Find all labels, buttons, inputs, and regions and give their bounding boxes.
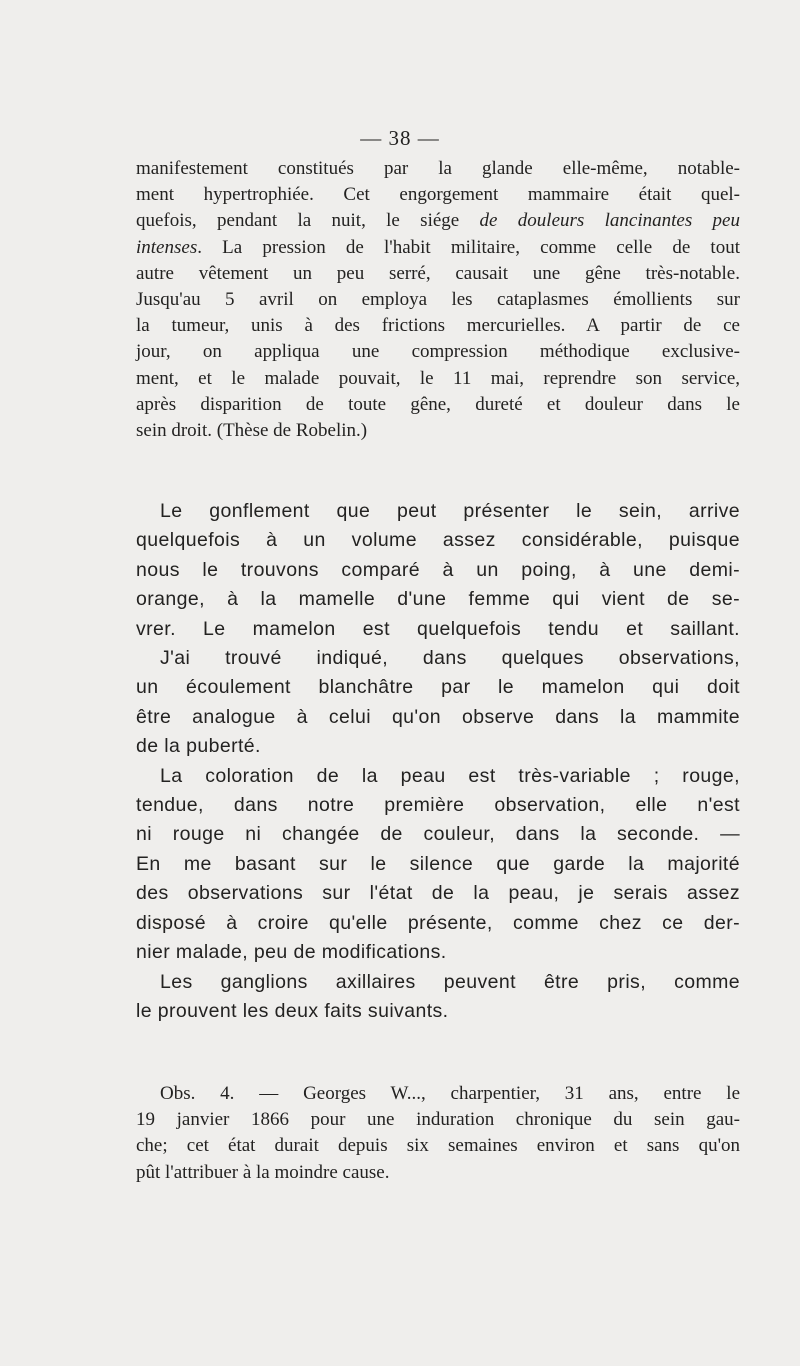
paragraph-5 xyxy=(136,968,740,1027)
page-number: — 38 — xyxy=(360,126,440,150)
text-line xyxy=(136,208,740,234)
text-line: ment, et le malade pouvait, le 11 mai, reprendre son service, xyxy=(136,367,740,389)
text-line: sein droit. (Thèse de Robelin.) xyxy=(136,420,368,442)
text-line: un écoulement blanchâtre par le mamelon qui doit xyxy=(136,676,740,699)
text-line: ment hypertrophiée. Cet engorgement mammaire était quel- xyxy=(136,184,740,206)
text-line: le prouvent les deux faits suivants. xyxy=(136,999,449,1022)
text-line: Jusqu'au 5 avril on employa les cataplasmes émollients sur xyxy=(136,289,740,311)
paragraph-3 xyxy=(136,644,740,762)
text-line: manifestement constitués par la glande elle-même, notable- xyxy=(136,158,740,179)
text-fragment: . La pression de l'habit militaire, comme celle de tout xyxy=(197,236,740,258)
text-line: vrer. Le mamelon est quelquefois tendu et saillant. xyxy=(136,617,740,640)
text-line: orange, à la mamelle d'une femme qui vient de se- xyxy=(136,588,740,611)
paragraph-1 xyxy=(136,156,740,444)
text-line: Obs. 4. — Georges W..., charpentier, 31 ans, entre le xyxy=(160,1083,740,1104)
text-line: ni rouge ni changée de couleur, dans la seconde. — xyxy=(136,823,740,846)
paragraph-2 xyxy=(136,497,740,644)
text-line: pût l'attribuer à la moindre cause. xyxy=(136,1161,390,1183)
text-fragment: quefois, pendant la nuit, le siége xyxy=(136,210,480,232)
text-line: quelquefois à un volume assez considérable, puisque xyxy=(136,529,740,552)
text-line: des observations sur l'état de la peau, je serais assez xyxy=(136,882,740,905)
text-line: jour, on appliqua une compression méthodique exclusive- xyxy=(136,341,740,363)
text-line: de la puberté. xyxy=(136,735,261,758)
text-line: nier malade, peu de modifications. xyxy=(136,941,447,964)
text-line: tendue, dans notre première observation, elle n'est xyxy=(136,794,740,817)
text-line: Le gonflement que peut présenter le sein, arrive xyxy=(160,500,740,522)
observation-paragraph xyxy=(136,1081,740,1186)
text-line: disposé à croire qu'elle présente, comme chez ce der- xyxy=(136,911,740,934)
text-line: la tumeur, unis à des frictions mercurielles. A partir de ce xyxy=(136,315,740,337)
paragraph-4 xyxy=(136,762,740,968)
text-line: autre vêtement un peu serré, causait une gêne très-notable. xyxy=(136,262,740,284)
main-text xyxy=(136,497,740,1026)
text-line: 19 janvier 1866 pour une induration chronique du sein gau- xyxy=(136,1109,740,1131)
text-line: être analogue à celui qu'on observe dans la mammite xyxy=(136,705,740,728)
text-line xyxy=(136,235,740,261)
text-line: J'ai trouvé indiqué, dans quelques observations, xyxy=(160,647,740,670)
text-line: nous le trouvons comparé à un poing, à une demi- xyxy=(136,558,740,581)
italic-text: de douleurs lancinantes peu xyxy=(479,210,740,232)
text-line: che; cet état durait depuis six semaines environ et sans qu'on xyxy=(136,1135,740,1157)
text-line: Les ganglions axillaires peuvent être pris, comme xyxy=(160,970,740,993)
text-line: après disparition de toute gêne, dureté et douleur dans le xyxy=(136,393,740,415)
text-line: En me basant sur le silence que garde la majorité xyxy=(136,852,740,875)
text-line: La coloration de la peau est très-variable ; rouge, xyxy=(160,764,740,787)
italic-text: intenses xyxy=(136,236,198,258)
